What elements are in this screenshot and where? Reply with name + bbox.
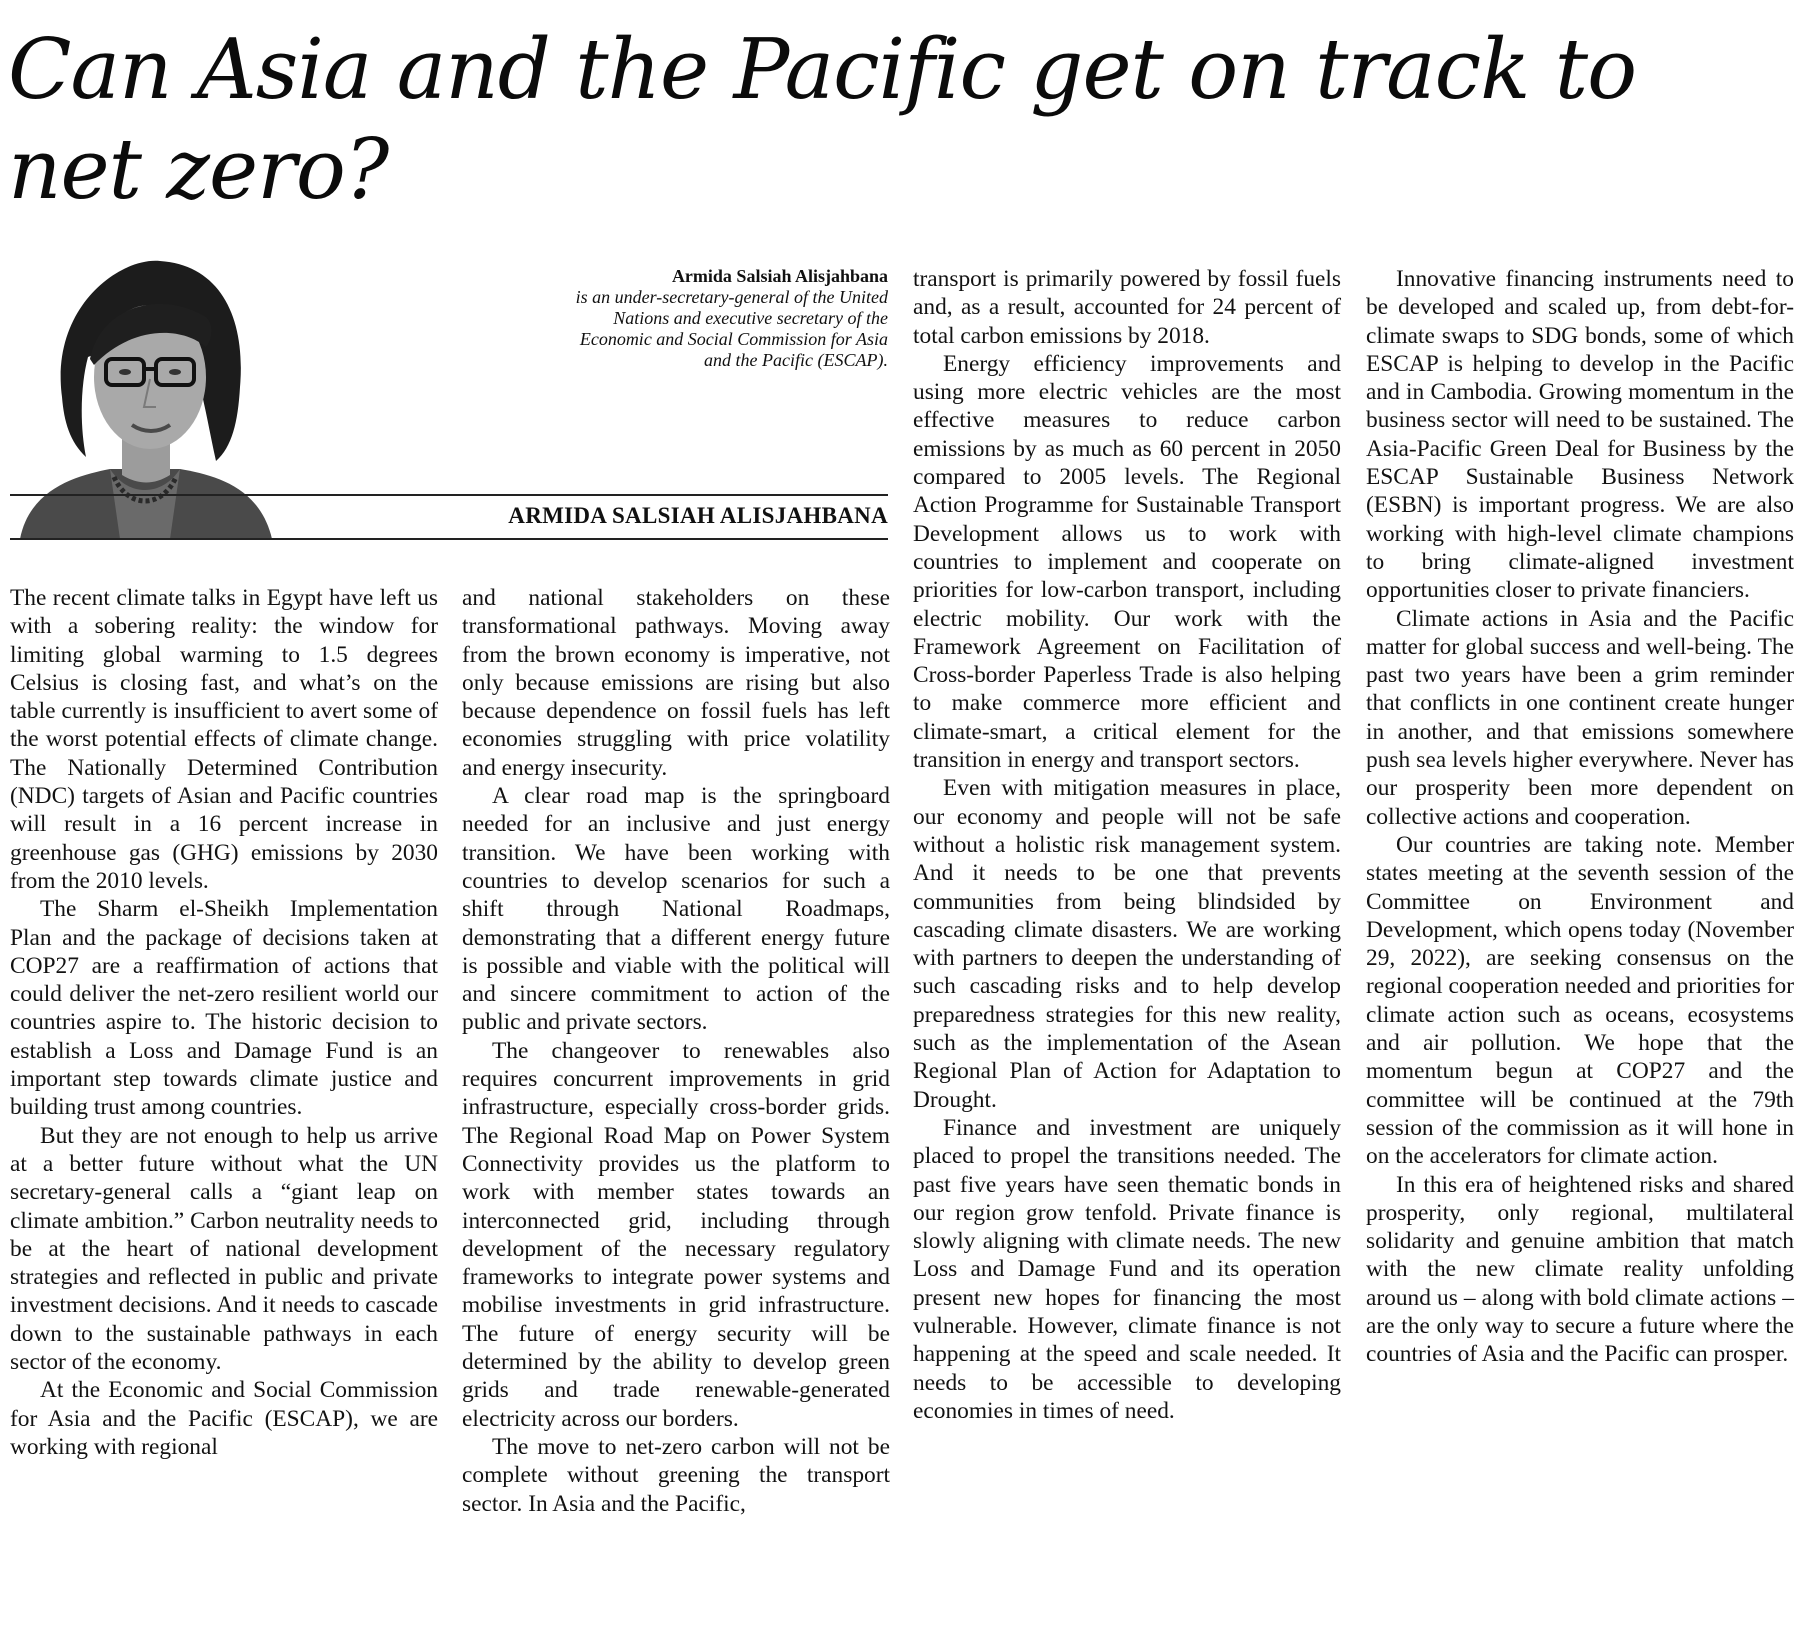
article-column-4	[1366, 265, 1794, 1369]
article-column-3	[913, 265, 1341, 1425]
paragraph: The recent climate talks in Egypt have left us with a sobering reality: the window for limiting global warming to 1.5 degrees Celsius is closing fast, and what’s on the table currently is insufficient to avert some of the worst potential effects of climate change. The Nationally Determined Contribution (NDC) targets of Asian and Pacific countries will result in a 16 percent increase in greenhouse gas (GHG) emissions by 2030 from the 2010 levels.	[10, 585, 438, 894]
byline-rule	[10, 494, 888, 496]
paragraph: Innovative financing instruments need to be developed and scaled up, from debt-for-climate swaps to SDG bonds, some of which ESCAP is helping to develop in the Pacific and in Cambodia. Growing momentum in the business sector will need to be sustained. The Asia-Pacific Green Deal for Business by the ESCAP Sustainable Business Network (ESBN) is important progress. We are also working with high-level climate champions to bring climate-aligned investment opportunities closer to private financiers.	[1366, 266, 1794, 604]
paragraph: Even with mitigation measures in place, our economy and people will not be safe without a holistic risk management system. And it needs to be one that prevents communities from being blindsided by cascading climate disasters. We are working with partners to deepen the understanding of such cascading risks and to help develop preparedness strategies for this new reality, such as the implementation of the Asean Regional Plan of Action for Adaptation to Drought.	[913, 775, 1341, 1113]
author-credit	[560, 266, 888, 371]
paragraph: At the Economic and Social Commission for Asia and the Pacific (ESCAP), we are working with regional	[10, 1377, 438, 1460]
paragraph: Energy efficiency improvements and using more electric vehicles are the most effective measures to reduce carbon emissions by as much as 60 percent in 2050 compared to 2005 levels. The Regional Action Programme for Sustainable Transport Development allows us to work with countries to implement and cooperate on priorities for low-carbon transport, including electric mobility. Our work with the Framework Agreement on Facilitation of Cross-border Paperless Trade is also helping to make commerce more efficient and climate-smart, a critical element for the transition in energy and transport sectors.	[913, 350, 1341, 774]
byline-caps: ARMIDA SALSIAH ALISJAHBANA	[508, 503, 888, 528]
paragraph: Our countries are taking note. Member states meeting at the seventh session of the Committee on Environment and Development, which opens today (November 29, 2022), are seeking consensus on the regional cooperation needed and priorities for climate action such as oceans, ecosystems and air pollution. We hope that the momentum begun at COP27 and the committee will be continued at the 79th session of the commission as it will hone in on the accelerators for climate action.	[1366, 831, 1795, 1170]
author-name: Armida Salsiah Alisjahbana	[671, 266, 888, 286]
paragraph: The Sharm el-Sheikh Implementation Plan and the package of decisions taken at COP27 are a reaffirmation of actions that could deliver the net-zero resilient world our countries aspire to. The historic decision to establish a Loss and Damage Fund is an important step towards climate justice and building trust among countries.	[10, 896, 438, 1121]
paragraph: Finance and investment are uniquely placed to propel the transitions needed. The past five years have seen thematic bonds in our region grow tenfold. Private finance is slowly aligning with climate needs. The new Loss and Damage Fund and its operation present new hopes for financing the most vulnerable. However, climate finance is not happening at the speed and scale needed. It needs to be accessible to developing economies in times of need.	[913, 1114, 1341, 1424]
article-column-1	[10, 584, 438, 1461]
paragraph: A clear road map is the springboard needed for an inclusive and just energy transition. We have been working with countries to develop scenarios for such a shift through National Roadmaps, demonstrating that a different energy future is possible and viable with the political will and sincere commitment to action of the public and private sectors.	[462, 783, 890, 1036]
headline: Can Asia and the Pacific get on track to net zero?	[8, 21, 1637, 218]
byline-rule-bottom	[10, 538, 888, 540]
paragraph: Climate actions in Asia and the Pacific matter for global success and well-being. The past two years have been a grim reminder that conflicts in one continent create hunger in another, and that emissions somewhere push sea levels higher everywhere. Never has our prosperity been more dependent on collective actions and cooperation.	[1366, 605, 1794, 830]
paragraph: In this era of heightened risks and shared prosperity, only regional, multilateral solidarity and genuine ambition that match with the new climate reality unfolding around us – along with bold climate actions – are the only way to secure a future where the countries of Asia and the Pacific can prosper.	[1366, 1171, 1794, 1368]
author-bio: is an under-secretary-general of the United Nations and executive secretary of the Economic and Social Commission for Asia and the Pacific (ESCAP).	[575, 287, 888, 370]
paragraph: But they are not enough to help us arrive at a better future without what the UN secretary-general calls a “giant leap on climate ambition.” Carbon neutrality needs to be at the heart of national development strategies and reflected in public and private investment decisions. And it needs to cascade down to the sustainable pathways in each sector of the economy.	[10, 1122, 438, 1376]
paragraph: The changeover to renewables also requires concurrent improvements in grid infrastructure, especially cross-border grids. The Regional Road Map on Power System Connectivity provides us the platform to work with member states towards an interconnected grid, including through development of the necessary regulatory frameworks to integrate power systems and mobilise investments in grid infrastructure. The future of energy security will be determined by the ability to develop green grids and trade renewable-generated electricity across our borders.	[462, 1037, 890, 1432]
paragraph: transport is primarily powered by fossil fuels and, as a result, accounted for 24 percent of total carbon emissions by 2018.	[913, 266, 1341, 349]
paragraph: and national stakeholders on these transformational pathways. Moving away from the brown economy is imperative, not only because emissions are rising but also because dependence on fossil fuels has left economies struggling with price volatility and energy insecurity.	[462, 585, 890, 781]
paragraph: The move to net-zero carbon will not be complete without greening the transport sector. In Asia and the Pacific,	[462, 1433, 890, 1517]
article-column-2	[462, 584, 890, 1518]
